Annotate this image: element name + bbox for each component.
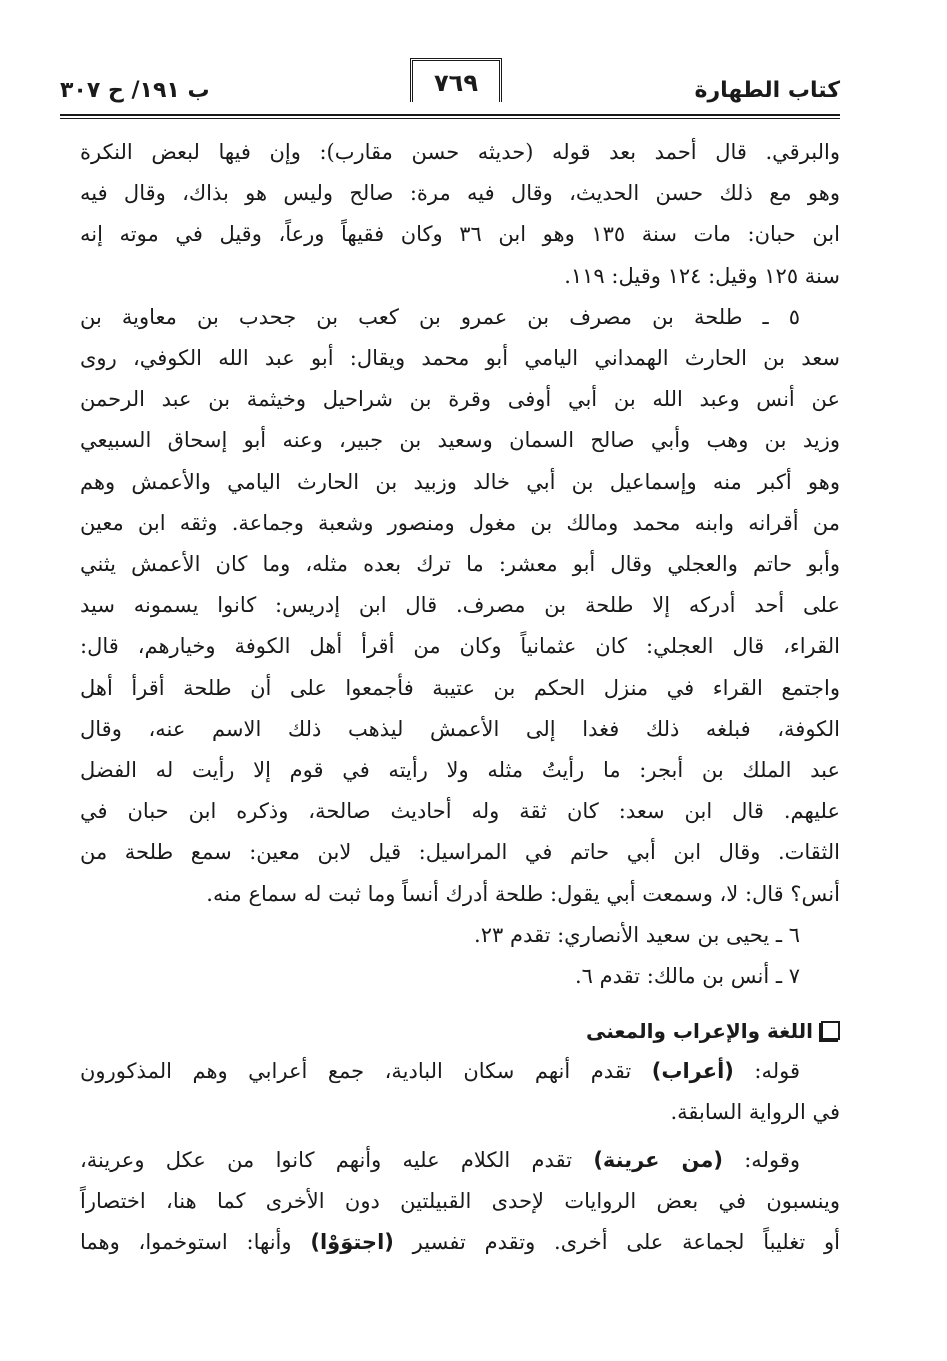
term-urayna: (من عرينة) [593, 1147, 723, 1172]
section-heading-label: اللغة والإعراب والمعنى [585, 1019, 813, 1044]
text-line: وهو مع ذلك حسن الحديث، وقال فيه مرة: صالح وليس هو بذاك، وقال فيه [80, 181, 840, 206]
chapter-reference: ب ١٩١/ ح ٣٠٧ [60, 78, 210, 103]
text-line: وينسبون في بعض الروايات لإحدى القبيلتين دون الأخرى كما هنا، اختصاراً [80, 1188, 840, 1213]
text-line: أنس؟ قال: لا، وسمعت أبي يقول: طلحة أدرك أنساً وما ثبت له سماع منه. [206, 881, 840, 906]
narrator-entry-7: ٧ ـ أنس بن مالك: تقدم ٦. [574, 964, 800, 989]
text-line: عليهم. قال ابن سعد: كان ثقة وله أحاديث صالحة، وذكره ابن حبان في [80, 799, 840, 824]
term-arab: (أعراب) [651, 1059, 734, 1084]
text-line: في الرواية السابقة. [670, 1100, 840, 1125]
book-title: كتاب الطهارة [694, 78, 840, 103]
text-line: الثقات. وقال ابن أبي حاتم في المراسيل: قيل لابن معين: سمع طلحة من [80, 840, 840, 865]
text-line: الكوفة، فبلغه ذلك فغدا إلى الأعمش ليذهب ذلك الاسم عنه، وقال [80, 716, 840, 741]
text-line: من أقرانه وابنه محمد ومالك بن مغول ومنصور وشعبة وجماعة. وثقه ابن معين [80, 510, 840, 535]
text-line: وأبو حاتم والعجلي وقال أبو معشر: ما ترك بعده مثله، وما كان الأعمش يثني [80, 552, 840, 577]
text-line: وهو أكبر منه وإسماعيل بن أبي خالد وزبيد بن الحارث اليامي والأعمش وهم [80, 469, 840, 494]
page-number: ٧٦٩ [410, 58, 502, 102]
body-text [80, 132, 840, 1263]
text-line: واجتمع القراء في منزل الحكم بن عتيبة فأجمعوا على أن طلحة أقرأ أهل [80, 675, 840, 700]
text-line: أو تغليباً لجماعة على أخرى. وتقدم تفسير (اجتوَوْا) وأنها: استوخموا، وهما [80, 1230, 841, 1255]
square-bullet-icon [821, 1021, 840, 1040]
text-line: وقوله: (من عرينة) تقدم الكلام عليه وأنهم كانوا من عكل وعرينة، [80, 1147, 800, 1172]
header-rule-thin [60, 118, 840, 119]
text-line: وزيد بن وهب وأبي صالح السمان وسعيد بن جبير، وعنه أبو إسحاق السبيعي [80, 428, 840, 453]
text-line: عن أنس وعبد الله بن أبي أوفى وقرة بن شراحيل وخيثمة بن عبد الرحمن [80, 387, 840, 412]
text-line: على أحد أدركه إلا طلحة بن مصرف. قال ابن إدريس: كانوا يسمونه سيد [80, 593, 840, 618]
text-line: سعد بن الحارث الهمداني اليامي أبو محمد ويقال: أبو عبد الله الكوفي، روى [80, 346, 840, 371]
narrator-entry-5: ٥ ـ طلحة بن مصرف بن عمرو بن كعب بن جحدب بن معاوية بن [80, 304, 800, 329]
header-rule [60, 114, 840, 116]
text-line: القراء، قال العجلي: كان عثمانياً وكان من أقرأ أهل الكوفة وخيارهم، قال: [80, 634, 840, 659]
text-line: عبد الملك بن أبجر: ما رأيتُ مثله ولا رأيته في قوم إلا رأيت له الفضل [80, 758, 840, 783]
section-heading [80, 1011, 840, 1051]
narrator-entry-6: ٦ ـ يحيى بن سعيد الأنصاري: تقدم ٢٣. [474, 922, 800, 947]
page-header [60, 70, 840, 110]
text-line: والبرقي. قال أحمد بعد قوله (حديثه حسن مقارب): وإن فيها لبعض النكرة [80, 140, 840, 164]
text-line: ابن حبان: مات سنة ١٣٥ وهو ابن ٣٦ وكان فقيهاً ورعاً، وقيل في موته إنه [80, 222, 840, 247]
text-line: سنة ١٢٥ وقيل: ١٢٤ وقيل: ١١٩. [564, 263, 840, 288]
term-ijtawaw: (اجتوَوْا) [310, 1230, 394, 1255]
text-line: قوله: (أعراب) تقدم أنهم سكان البادية، جمع أعرابي وهم المذكورون [80, 1059, 801, 1084]
